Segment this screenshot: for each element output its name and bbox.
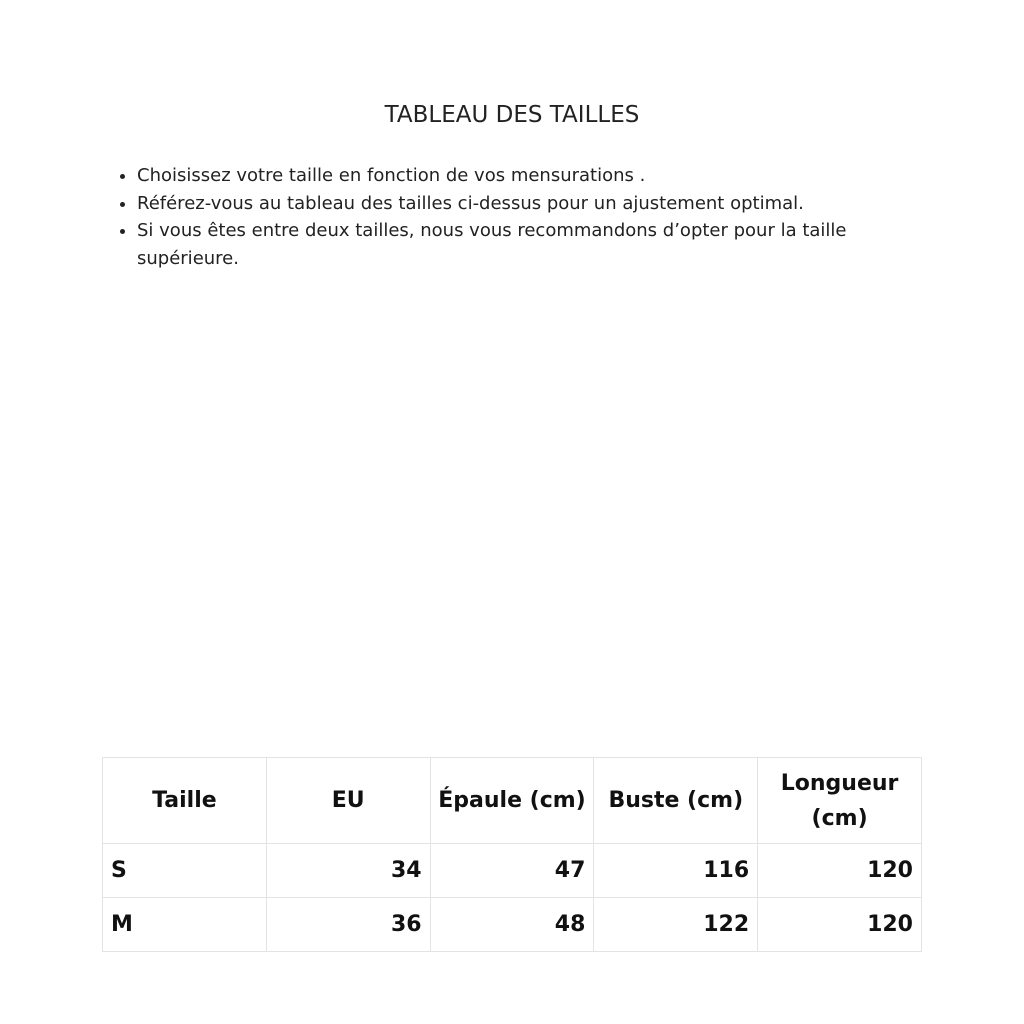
table-cell: 47 [430,844,594,898]
table-cell: 36 [266,898,430,952]
table-cell: M [103,898,267,952]
column-header-eu: EU [266,758,430,844]
note-item: • Référez-vous au tableau des tailles ci-dessus pour un ajustement optimal. [137,190,927,218]
table-cell: 48 [430,898,594,952]
table-cell: 122 [594,898,758,952]
table-cell: 120 [758,898,922,952]
table-cell: 120 [758,844,922,898]
table-cell: S [103,844,267,898]
table-cell: 34 [266,844,430,898]
column-header-length: Longueur (cm) [758,758,922,844]
table-header-row [103,758,922,844]
page-title: TABLEAU DES TAILLES [384,102,640,128]
size-table [102,757,922,952]
column-header-size: Taille [103,758,267,844]
column-header-shoulder: Épaule (cm) [430,758,594,844]
table-row [103,844,922,898]
column-header-bust: Buste (cm) [594,758,758,844]
table-cell: 116 [594,844,758,898]
size-guide-notes [110,162,927,272]
table-row [103,898,922,952]
note-item: • Choisissez votre taille en fonction de vos mensurations . [137,162,927,190]
note-item: • Si vous êtes entre deux tailles, nous vous recommandons d’opter pour la taille supérieure. [137,217,927,272]
